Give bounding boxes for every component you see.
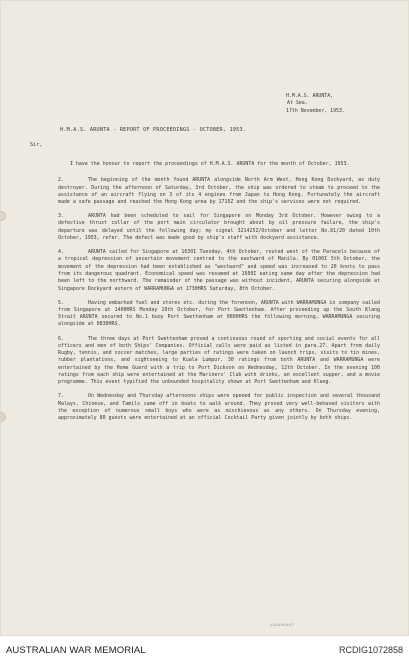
header-date: 17th November, 1953. bbox=[286, 107, 345, 114]
paragraph-number: 6. bbox=[58, 335, 64, 342]
header-ship: H.M.A.S. ARUNTA, bbox=[286, 93, 334, 99]
paragraph-number: 2. bbox=[58, 177, 64, 184]
letter-header bbox=[286, 93, 345, 115]
paragraph-text: Having embarked fuel and stores etc. during the forenoon, ARUNTA with WARRAMUNGA in company sailed from Singapore at 1400HRS Monday 10th October, for Port Swettenham. After proceeding up the South Klang Strait ARUNTA secured to No.1 buoy Port Swettenham at 0800HRS the following morning, WARRAMUNGA securing alongside at 0830HRS. bbox=[58, 299, 380, 328]
report-body bbox=[58, 161, 380, 429]
paragraph-number: 7. bbox=[58, 393, 64, 400]
paragraph-number: 3. bbox=[58, 213, 64, 220]
footer-record-id: RCDIG1072858 bbox=[338, 645, 403, 655]
paragraph bbox=[58, 300, 380, 329]
paragraph-text: The three days at Port Swettenham proved a continuous round of sporting and social events for all officers and men of both Ships' Companies. Official calls were paid as listed in para.27. Apart from daily Rugby, tennis, and soccer matches, large parties of ratings were taken on launch trips, visits to tin mines, rubber plantations, and sightseeing to Kuala Lumpur. 30 ratings from both ARUNTA and WARRAMUNGA were entertained by the Home Guard with a trip to Port Dickson on Wednesday, 12th October. In the evening 100 ratings from each ship were entertained at the Mariners' Club with drinks, an excellent supper, and a movie programme. This event typified the unbounded hospitality shown at Port Swettenham and Klang. bbox=[58, 335, 380, 386]
paragraph bbox=[58, 161, 380, 168]
punch-hole bbox=[0, 412, 6, 422]
punch-hole bbox=[0, 211, 6, 221]
paragraph bbox=[58, 249, 380, 293]
paragraph-text: ARUNTA had been scheduled to sail for Singapore on Monday 3rd October. However owing to a defective thrust collar of the port main circulator brought about by oil pressure failure, the ship's departure was delayed until the following day; my signal 321425Z/October and letter No.81/20 dated 10th October, 1953, refer. The defect was made good by ship's staff with dockyard assistance. bbox=[58, 213, 380, 242]
paragraph bbox=[58, 213, 380, 242]
paragraph-number: 5. bbox=[58, 299, 64, 306]
paragraph bbox=[58, 336, 380, 387]
paragraph-text: ARUNTA sailed for Singapore at 1630I Tuesday, 4th October, routed west of the Paracels because of a tropical depression of uncertain movement centred to the eastward of Manila. By 0100I 5th October, the movement of the depression had been established as "westward" and speed was increased to 20 knots to pass from its dangerous quadrant. Economical speed was resumed at 1600I eating same day after the depression had been left to the northward. The remainder of the passage was without incident, ARUNTA securing alongside at Singapore Dockyard astern of WARRAMUNGA at 1730HRS Saturday, 8th October. bbox=[58, 249, 380, 292]
report-title: H.M.A.S. ARUNTA - REPORT OF PROCEEDINGS - OCTOBER, 1953. bbox=[60, 127, 247, 133]
header-location: At Sea. bbox=[287, 100, 308, 107]
salutation: Sir, bbox=[30, 142, 43, 148]
archive-footer bbox=[0, 636, 409, 666]
footer-institution: AUSTRALIAN WAR MEMORIAL bbox=[6, 645, 146, 656]
paragraph-number: 4. bbox=[58, 249, 64, 256]
archive-stamp: AAAA00007 bbox=[270, 622, 295, 627]
paragraph-text: On Wednesday and Thursday afternoons ships were opened for public inspection and several thousand Malays, Chinese, and Tamils came off in boats to walk around. They proved very well-behaved visitors with the exception of numerous small boys who were as mischievous as any others. On Thursday evening, approximately 80 guests were entertained at an official Cocktail Party given jointly by both ships. bbox=[58, 393, 380, 422]
paragraph bbox=[58, 177, 380, 206]
paragraph-text: The beginning of the month found ARUNTA alongside North Arm West, Hong Kong Dockyard, as duty destroyer. During the afternoon of Saturday, 3rd October, the ship was ordered to steam to proceed to the assistance of an aircraft flying on 3 of its 4 engines from Japan to Hong Kong. Fortunately the aircraft made a safe passage and reached the Hong Kong area by 1715Z and the ship's services were not required. bbox=[58, 177, 380, 206]
paragraph bbox=[58, 393, 380, 422]
paragraph-text: I have the honour to report the proceedings of H.M.A.S. ARUNTA for the month of October, 1953. bbox=[70, 161, 350, 167]
